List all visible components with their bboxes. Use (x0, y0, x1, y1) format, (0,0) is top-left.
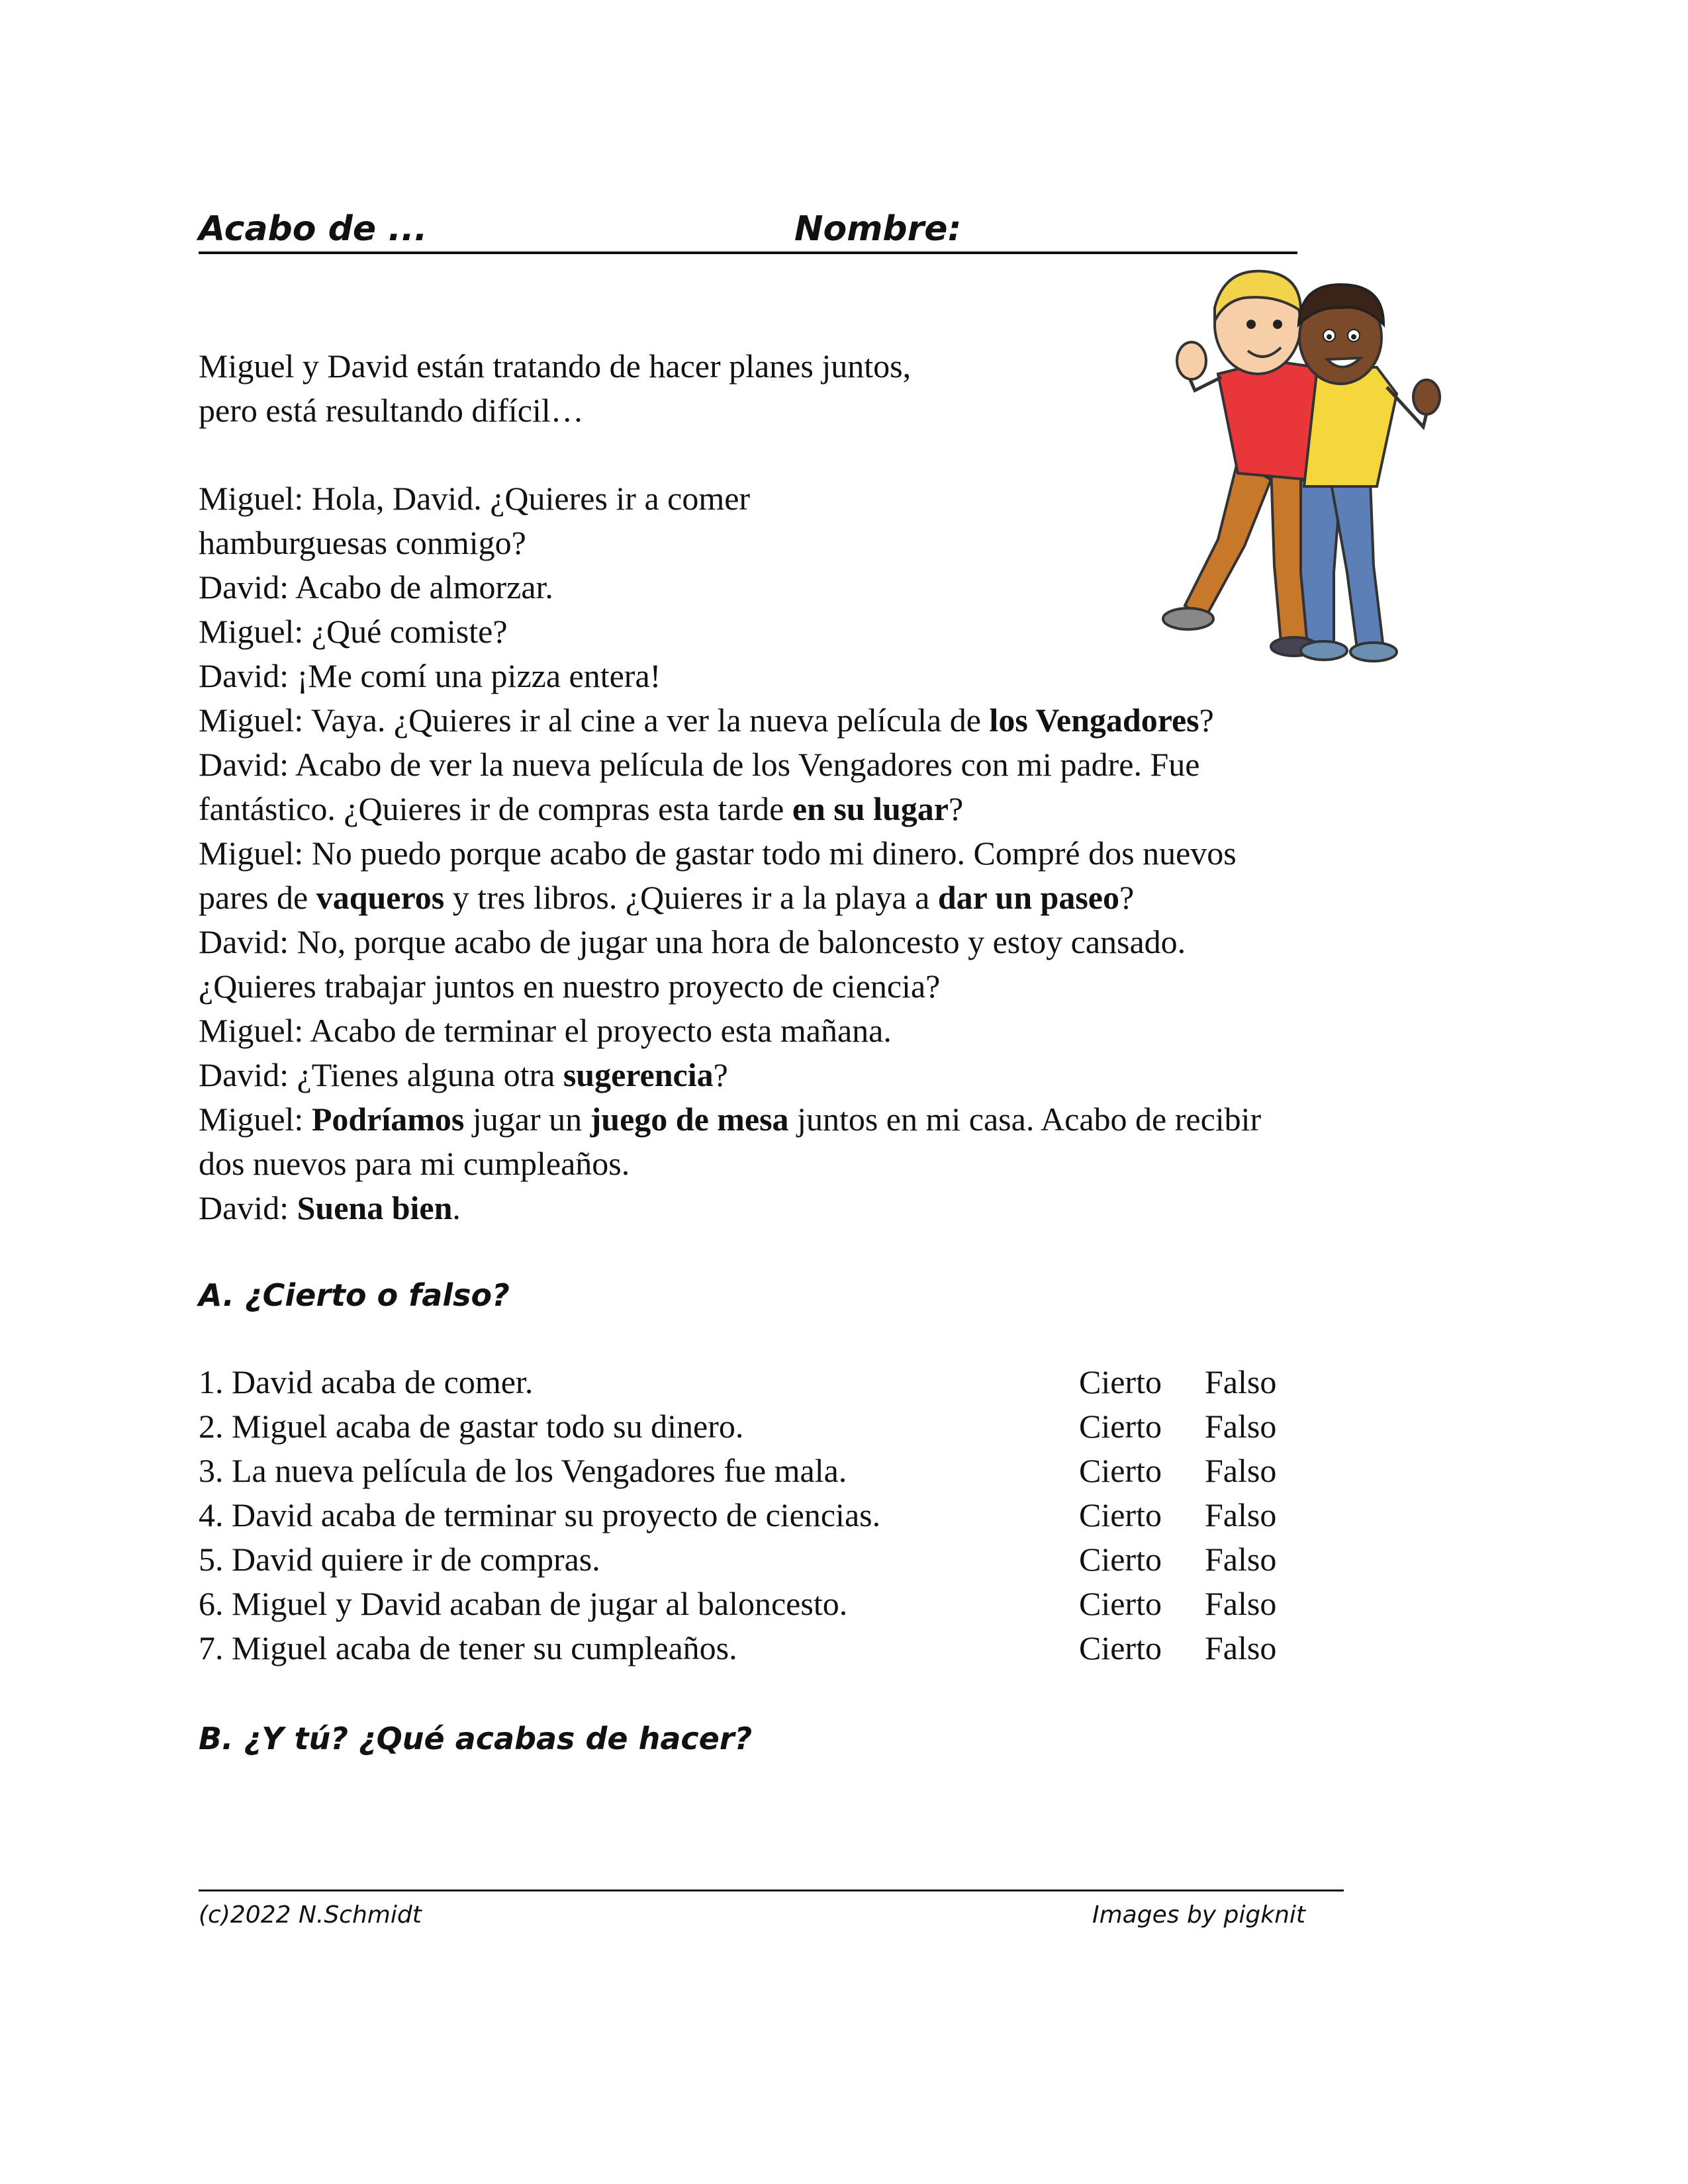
cierto-option[interactable]: Cierto (1079, 1585, 1162, 1622)
cierto-option[interactable]: Cierto (1079, 1496, 1162, 1533)
falso-option[interactable]: Falso (1205, 1452, 1277, 1489)
dialogue-line (199, 787, 1509, 831)
tf-statement: 6. Miguel y David acaban de jugar al baloncesto. (199, 1585, 848, 1622)
tf-row (199, 1449, 1337, 1493)
vocab-bold: los Vengadores (989, 702, 1199, 739)
dialogue (199, 477, 1509, 1230)
dialogue-text: David: (199, 1189, 297, 1226)
dialogue-text: ¿Quieres trabajar juntos en nuestro proyecto de ciencia? (199, 968, 941, 1005)
tf-row (199, 1537, 1337, 1582)
vocab-bold: Podríamos (311, 1101, 465, 1138)
dialogue-line (199, 1097, 1509, 1142)
dialogue-line (199, 477, 1509, 521)
intro-text (199, 344, 1125, 433)
dialogue-line (199, 1142, 1509, 1186)
vocab-bold: Suena bien (297, 1189, 453, 1226)
copyright-text: (c)2022 N.Schmidt (199, 1901, 422, 1929)
dialogue-text: pares de (199, 879, 316, 916)
dialogue-text: David: No, porque acabo de jugar una hora de baloncesto y estoy cansado. (199, 923, 1186, 960)
tf-statement: 1. David acaba de comer. (199, 1363, 534, 1400)
falso-option[interactable]: Falso (1205, 1496, 1277, 1533)
dialogue-text: ? (949, 790, 964, 827)
dialogue-text: juntos en mi casa. Acabo de recibir (788, 1101, 1262, 1138)
dialogue-line (199, 521, 1509, 565)
name-label: Nombre: (794, 209, 962, 249)
tf-row (199, 1360, 1337, 1404)
dialogue-text: ? (713, 1056, 728, 1093)
dialogue-text: Miguel: ¿Qué comiste? (199, 613, 508, 650)
worksheet-title: Acabo de ... (199, 209, 428, 249)
dialogue-line (199, 610, 1509, 654)
tf-row (199, 1404, 1337, 1449)
dialogue-line (199, 654, 1509, 698)
tf-statement: 7. Miguel acaba de tener su cumpleaños. (199, 1629, 737, 1666)
tf-row (199, 1582, 1337, 1626)
dialogue-text: ? (1199, 702, 1214, 739)
vocab-bold: juego de mesa (590, 1101, 789, 1138)
intro-line: Miguel y David están tratando de hacer planes juntos, (199, 347, 912, 385)
vocab-bold: en su lugar (792, 790, 949, 827)
dialogue-text: Miguel: Acabo de terminar el proyecto esta mañana. (199, 1012, 892, 1049)
cierto-option[interactable]: Cierto (1079, 1541, 1162, 1578)
falso-option[interactable]: Falso (1205, 1541, 1277, 1578)
falso-option[interactable]: Falso (1205, 1585, 1277, 1622)
tf-statement: 5. David quiere ir de compras. (199, 1541, 600, 1578)
dialogue-text: David: ¡Me comí una pizza entera! (199, 657, 661, 694)
cierto-option[interactable]: Cierto (1079, 1452, 1162, 1489)
tf-statement: 2. Miguel acaba de gastar todo su dinero. (199, 1408, 744, 1445)
answer-line[interactable] (199, 1889, 1344, 1891)
dialogue-text: . (452, 1189, 461, 1226)
dialogue-line (199, 1009, 1509, 1053)
tf-statement: 4. David acaba de terminar su proyecto de ciencias. (199, 1496, 881, 1533)
dialogue-line (199, 876, 1509, 920)
dialogue-line (199, 1186, 1509, 1230)
dialogue-text: David: Acabo de ver la nueva película de los Vengadores con mi padre. Fue (199, 746, 1200, 783)
tf-statement: 3. La nueva película de los Vengadores fue mala. (199, 1452, 847, 1489)
falso-option[interactable]: Falso (1205, 1629, 1277, 1666)
dialogue-text: y tres libros. ¿Quieres ir a la playa a (444, 879, 938, 916)
dialogue-text: jugar un (464, 1101, 590, 1138)
dialogue-text: David: Acabo de almorzar. (199, 569, 553, 606)
dialogue-line (199, 698, 1509, 743)
dialogue-text: David: ¿Tienes alguna otra (199, 1056, 563, 1093)
dialogue-text: Miguel: Vaya. ¿Quieres ir al cine a ver la nueva película de (199, 702, 990, 739)
vocab-bold: vaqueros (316, 879, 445, 916)
dialogue-line (199, 743, 1509, 787)
dialogue-text: Miguel: No puedo porque acabo de gastar todo mi dinero. Compré dos nuevos (199, 835, 1237, 872)
dialogue-line (199, 964, 1509, 1009)
dialogue-line (199, 1053, 1509, 1097)
cierto-option[interactable]: Cierto (1079, 1363, 1162, 1400)
vocab-bold: dar un paseo (937, 879, 1119, 916)
dialogue-text: Miguel: Hola, David. ¿Quieres ir a comer (199, 480, 751, 517)
tf-row (199, 1493, 1337, 1537)
section-a-title: A. ¿Cierto o falso? (199, 1277, 510, 1313)
dialogue-line (199, 920, 1509, 964)
dialogue-text: hamburguesas conmigo? (199, 524, 526, 561)
cierto-option[interactable]: Cierto (1079, 1629, 1162, 1666)
vocab-bold: sugerencia (563, 1056, 714, 1093)
image-credit: Images by pigknit (1092, 1901, 1306, 1929)
dialogue-text: dos nuevos para mi cumpleaños. (199, 1145, 630, 1182)
header-bar (199, 199, 1297, 254)
tf-row (199, 1626, 1337, 1670)
falso-option[interactable]: Falso (1205, 1408, 1277, 1445)
dialogue-text: ? (1119, 879, 1135, 916)
dialogue-line (199, 565, 1509, 610)
dialogue-text: fantástico. ¿Quieres ir de compras esta tarde (199, 790, 792, 827)
falso-option[interactable]: Falso (1205, 1363, 1277, 1400)
intro-line: pero está resultando difícil… (199, 392, 584, 429)
dialogue-text: Miguel: (199, 1101, 312, 1138)
section-b-title: B. ¿Y tú? ¿Qué acabas de hacer? (199, 1721, 753, 1756)
dialogue-line (199, 831, 1509, 876)
cierto-option[interactable]: Cierto (1079, 1408, 1162, 1445)
true-false-list (199, 1360, 1337, 1670)
